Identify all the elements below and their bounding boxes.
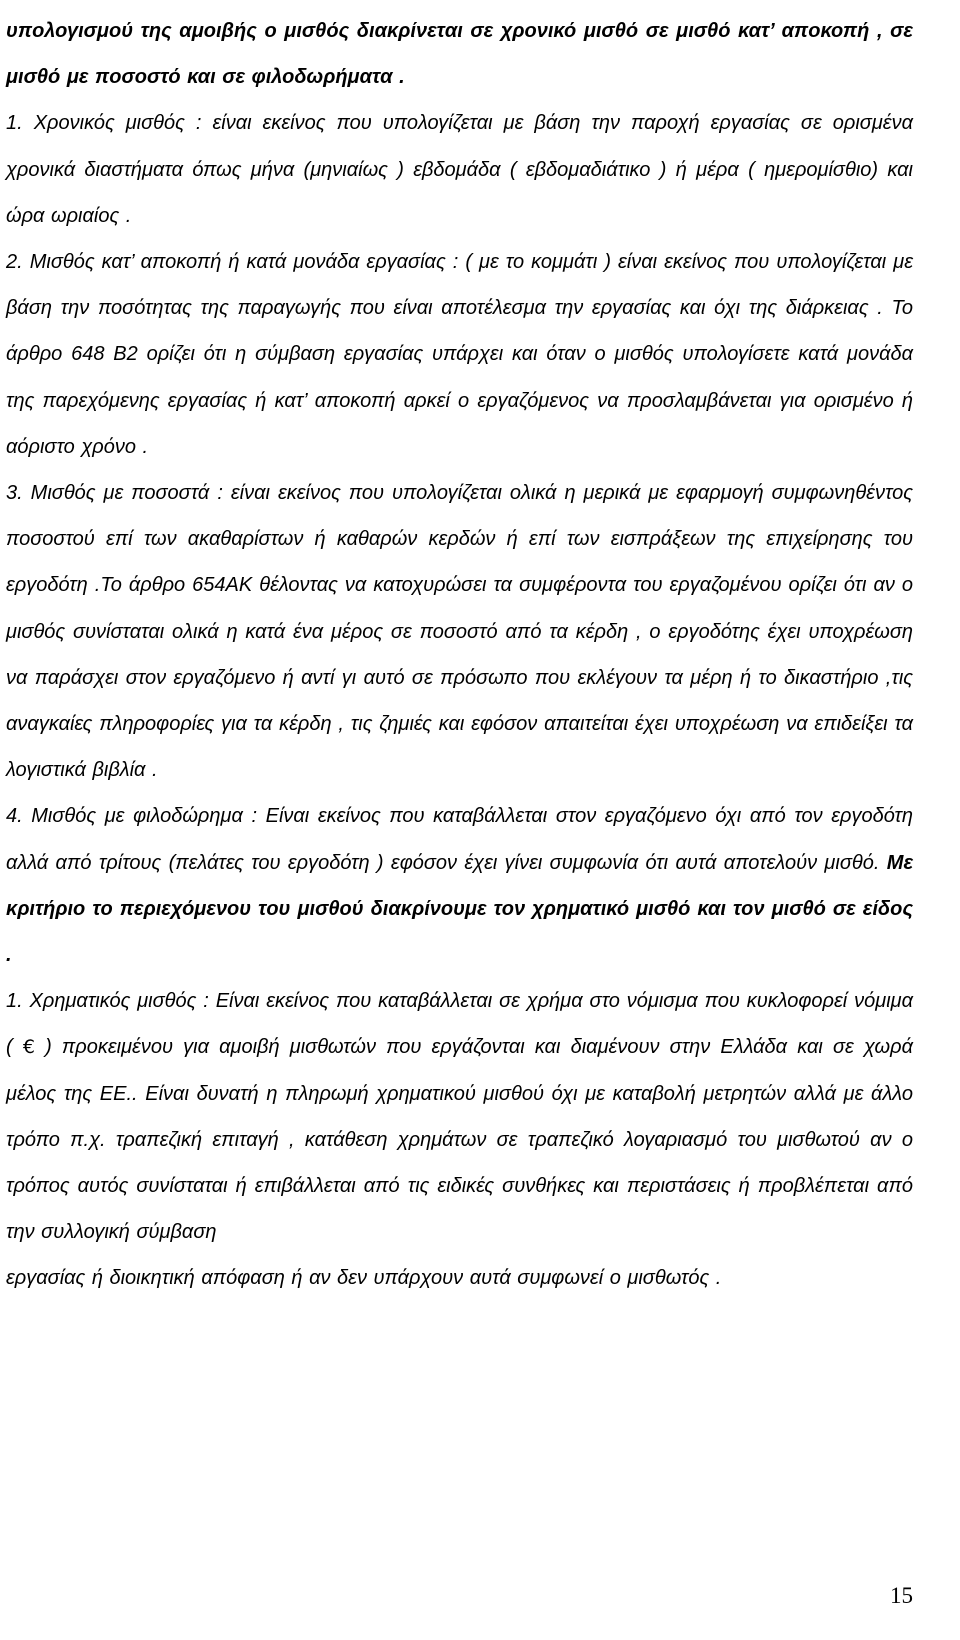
page-number: 15 bbox=[890, 1583, 913, 1608]
paragraph-time-wage: 1. Χρονικός μισθός : είναι εκείνος που υπολογίζεται με βάση την παροχή εργασίας σε ορισμένα χρονικά διαστήματα όπως μήνα (μηνιαίως ) εβδομάδα ( εβδομαδιάτικο ) ή μέρα ( ημερομίσθιο) και ώρα ωριαίος . bbox=[6, 112, 913, 227]
paragraph-percentage-wage: 3. Μισθός με ποσοστά : είναι εκείνος που υπολογίζεται ολικά η μερικά με εφαρμογή συμφωνηθέντος ποσοστού επί των ακαθαρίστων ή καθαρών κερδών ή επί των εισπράξεων της επιχείρησης του εργοδότη .Το άρθρο 654ΑΚ θέλοντας να κατοχυρώσει τα συμφέροντα του εργαζομένου ορίζει ότι αν ο μισθός συνίσταται ολικά η κατά ένα μέρος σε ποσοστό από τα κέρδη , ο εργοδότης έχει υποχρέωση να παράσχει στον εργαζόμενο ή αντί γι αυτό σε πρόσωπο που εκλέγουν τα μέρη ή το δικαστήριο ,τις αναγκαίες πληροφορίες για τα κέρδη , τις ζημιές και εφόσον απαιτείται έχει υποχρέωση να επιδείξει τα λογιστικά βιβλία . bbox=[6, 482, 913, 782]
cash-wage-text-start: 1. Χρηματικός μισθός : Είναι εκείνος που καταβάλλεται σε χρήμα στο νόμισμα που κυκλοφορεί νόμιμα ( bbox=[6, 990, 913, 1059]
tip-wage-text: 4. Μισθός με φιλοδώρημα : Είναι εκείνος που καταβάλλεται στον εργαζόμενο όχι από τον εργοδότη αλλά από τρίτους (πελάτες του εργοδότη ) εφόσον έχει γίνει συμφωνία ότι αυτά αποτελούν μισθό. bbox=[6, 805, 913, 874]
paragraph-piece-wage: 2. Μισθός κατ’ αποκοπή ή κατά μονάδα εργασίας : ( με το κομμάτι ) είναι εκείνος που υπολογίζεται με βάση την ποσότητας της παραγωγής που είναι αποτέλεσμα την εργασίας και όχι της διάρκειας . Το άρθρο 648 Β2 ορίζει ότι η σύμβαση εργασίας υπάρχει και όταν ο μισθός υπολογίσετε κατά μονάδα της παρεχόμενης εργασίας ή κατ’ αποκοπή αρκεί ο εργαζόμενος να προσλαμβάνεται για ορισμένο ή αόριστο χρόνο . bbox=[6, 251, 913, 458]
lead-paragraph: υπολογισμού της αμοιβής ο μισθός διακρίνεται σε χρονικό μισθό σε μισθό κατ’ αποκοπή , σε μισθό με ποσοστό και σε φιλοδωρήματα . bbox=[6, 20, 913, 89]
cash-wage-text-end: ) προκειμένου για αμοιβή μισθωτών που εργάζονται και διαμένουν στην Ελλάδα και σε χωρά μέλος της ΕΕ.. Είναι δυνατή η πληρωμή χρηματικού μισθού όχι με καταβολή μετρητών αλλά με άλλο τρόπο π.χ. τραπεζική επιταγή , κατάθεση χρημάτων σε τραπεζικό λογαριασμό του μισθωτού αν ο τρόπος αυτός συνίσταται ή επιβάλλεται από τις ειδικές συνθήκες και περιστάσεις ή προβλέπεται από την συλλογική σύμβαση bbox=[6, 1036, 913, 1244]
paragraph-cash-wage-last-line: εργασίας ή διοικητική απόφαση ή αν δεν υπάρχουν αυτά συμφωνεί ο μισθωτός . bbox=[6, 1267, 722, 1290]
paragraph-tip-wage bbox=[6, 793, 913, 978]
document-body bbox=[6, 8, 913, 1302]
euro-icon: € bbox=[22, 1036, 35, 1059]
paragraph-cash-wage bbox=[6, 978, 913, 1255]
classification-heading: Με κριτήριο το περιεχόμενου του μισθού διακρίνουμε τον χρηματικό μισθό και τον μισθό σε είδος . bbox=[6, 851, 914, 967]
